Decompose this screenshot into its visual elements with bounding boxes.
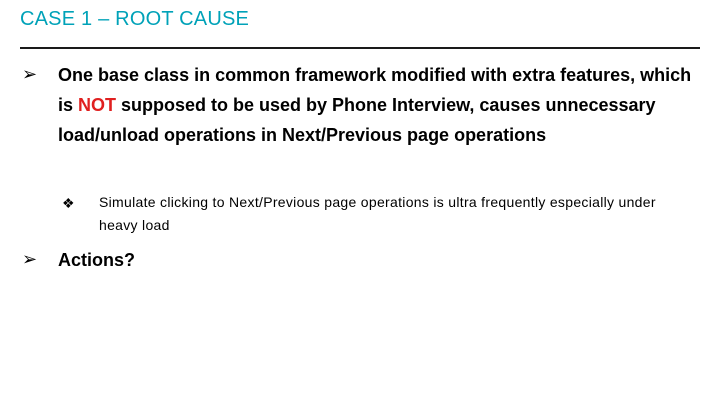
sub-bullet-simulate: Simulate clicking to Next/Previous page operations is ultra frequently especially under heavy load [99,194,656,233]
bullet-arrow-icon: ➢ [22,249,38,269]
diamond-bullet-icon: ❖ [62,195,75,211]
slide-title: CASE 1 – ROOT CAUSE [20,8,250,30]
highlight-not: NOT [78,95,117,115]
bullet-text-part2: supposed to be used by Phone Interview, causes unnecessary load/unload operations in Next/Previous page operations [58,95,656,145]
title-divider [20,47,700,49]
bullet-text-part1: One base class in common framework modified with extra features, which is [58,65,692,115]
bullet-root-cause [58,60,708,150]
bullet-arrow-icon: ➢ [22,64,38,84]
bullet-actions: Actions? [58,250,136,270]
